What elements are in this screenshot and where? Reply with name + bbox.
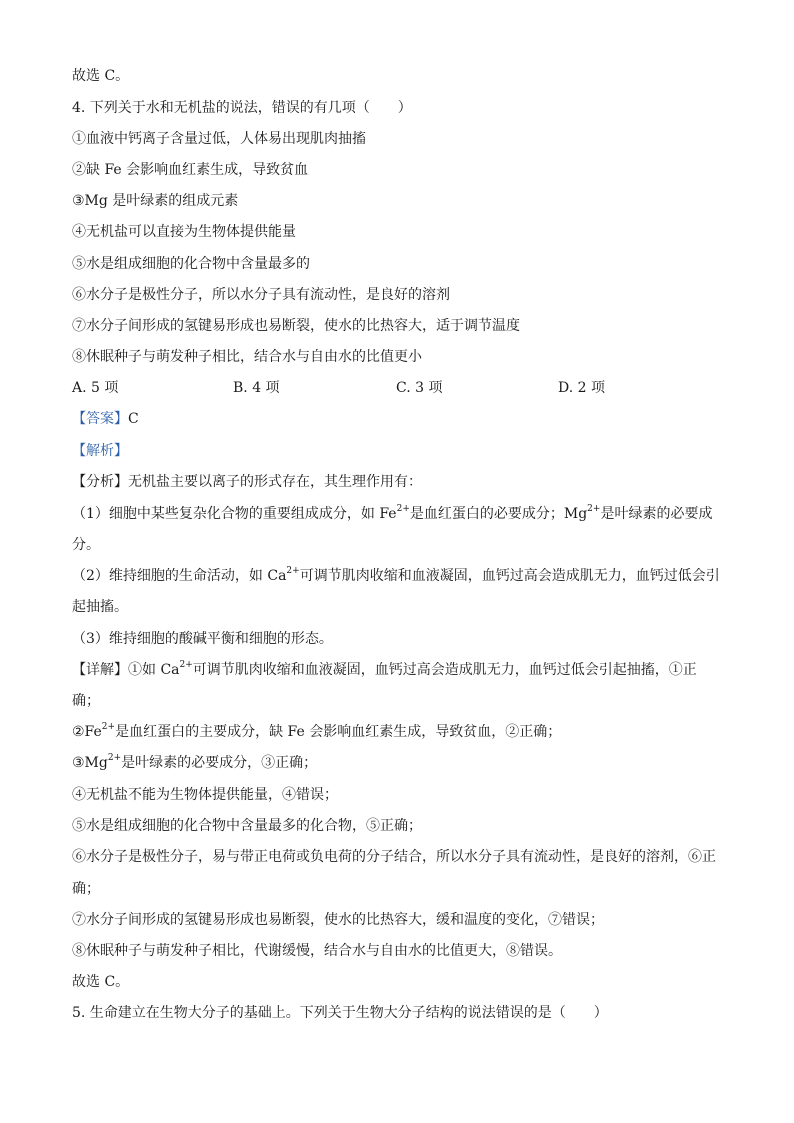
superscript: 2+: [179, 660, 193, 671]
statement-1: ①血液中钙离子含量过低，人体易出现肌肉抽搐: [72, 131, 366, 147]
text-span: 是血红蛋白的必要成分；Mg: [409, 506, 588, 522]
conclusion: 故选 C。: [72, 974, 130, 990]
option-d: D. 2 项: [558, 380, 605, 396]
text-span: ②Fe: [72, 724, 102, 740]
superscript: 2+: [107, 753, 122, 764]
detail-2: [72, 723, 561, 741]
point-1-line-a: [72, 505, 712, 523]
text-span: 可调节肌肉收缩和血液凝固，血钙过高会造成肌无力，血钙过低会引起抽搐，①正: [192, 662, 697, 678]
detail-6-line-a: ⑥水分子是极性分子，易与带正电荷或负电荷的分子结合，所以水分子具有流动性，是良好的溶剂，⑥正: [72, 849, 716, 865]
option-a: A. 5 项: [72, 380, 119, 396]
xiangjie-tag: 【详解】: [72, 662, 128, 678]
detail-4: ④无机盐不能为生物体提供能量，④错误；: [72, 787, 338, 803]
point-1-line-b: 分。: [72, 537, 100, 553]
detail-8: ⑧休眠种子与萌发种子相比，代谢缓慢，结合水与自由水的比值更大，⑧错误。: [72, 943, 562, 959]
fenxi-tag: 【分析】: [72, 474, 128, 490]
text-span: 是叶绿素的必要成分，③正确；: [121, 755, 318, 771]
text-span: （2）维持细胞的生命活动，如 Ca: [72, 568, 287, 584]
statement-3: ③Mg 是叶绿素的组成元素: [72, 193, 239, 209]
option-b: B. 4 项: [233, 380, 280, 396]
statement-2: ②缺 Fe 会影响血红素生成，导致贫血: [72, 162, 309, 178]
text-span: 可调节肌肉收缩和血液凝固，血钙过高会造成肌无力，血钙过低会引: [299, 568, 720, 584]
text-span: 是血红蛋白的主要成分，缺 Fe 会影响血红素生成，导致贫血，②正确；: [115, 724, 562, 740]
detail-7: ⑦水分子间形成的氢键易形成也易断裂，使水的比热容大，缓和温度的变化，⑦错误；: [72, 912, 604, 928]
detail-6-line-b: 确；: [72, 881, 100, 897]
option-c: C. 3 项: [396, 380, 443, 396]
point-3: （3）维持细胞的酸碱平衡和细胞的形态。: [72, 631, 333, 647]
detail-1-line-b: 确；: [72, 693, 100, 709]
statement-8: ⑧休眠种子与萌发种子相比，结合水与自由水的比值更小: [72, 349, 422, 365]
question-4-stem: 4. 下列关于水和无机盐的说法，错误的有几项（ ）: [72, 100, 412, 116]
statement-7: ⑦水分子间形成的氢键易形成也易断裂，使水的比热容大，适于调节温度: [72, 318, 520, 334]
statement-6: ⑥水分子是极性分子，所以水分子具有流动性，是良好的溶剂: [72, 287, 450, 303]
statement-5: ⑤水是组成细胞的化合物中含量最多的: [72, 256, 310, 272]
question-5-stem: 5. 生命建立在生物大分子的基础上。下列关于生物大分子结构的说法错误的是（ ）: [72, 1005, 608, 1021]
superscript: 2+: [101, 722, 116, 733]
detail-1-line-a: [72, 661, 697, 679]
text-span: ③Mg: [72, 755, 108, 771]
answer-line: [72, 410, 139, 428]
detail-5: ⑤水是组成细胞的化合物中含量最多的化合物，⑤正确；: [72, 818, 422, 834]
fenxi-text: 无机盐主要以离子的形式存在，其生理作用有：: [128, 474, 422, 490]
superscript: 2+: [396, 504, 410, 515]
statement-4: ④无机盐可以直接为生物体提供能量: [72, 224, 296, 240]
answer-value: C: [128, 411, 139, 427]
superscript: 2+: [286, 566, 300, 577]
point-2-line-a: [72, 567, 720, 585]
text-span: （1）细胞中某些复杂化合物的重要组成成分，如 Fe: [72, 506, 397, 522]
answer-tag: 【答案】: [72, 411, 128, 427]
fenxi-line: [72, 473, 422, 491]
superscript: 2+: [587, 504, 601, 515]
text-span: 是叶绿素的必要成: [600, 506, 713, 522]
prev-conclusion: 故选 C。: [72, 68, 130, 84]
text-span: ①如 Ca: [128, 662, 180, 678]
analysis-tag: 【解析】: [72, 443, 128, 459]
point-2-line-b: 起抽搐。: [72, 599, 128, 615]
detail-3: [72, 754, 317, 772]
